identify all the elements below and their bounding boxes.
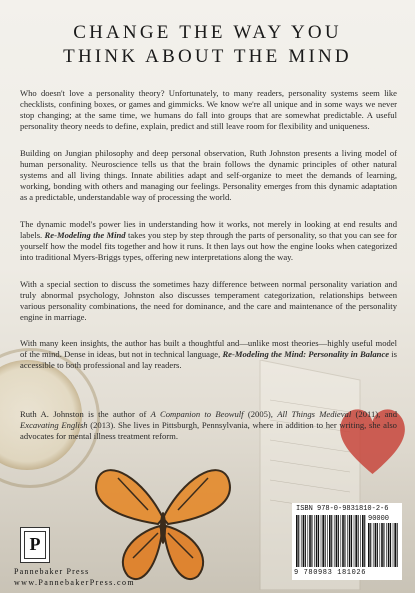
barcode-bars-icon xyxy=(296,515,366,567)
isbn-barcode xyxy=(292,503,402,580)
headline-line-1: CHANGE THE WAY YOU xyxy=(73,22,342,43)
paragraph-intro: Who doesn't love a personality theory? Unfortunately, to many readers, personality systems seem like checklists, confining boxes, or games and gimmicks. We know we're all unique and in some ways we never stop changing; at the same time, we humans do fall into groups that are somewhat predictable. A useful personality theory needs to define, explain, predict and still leave room for flexibility and uniqueness. xyxy=(20,88,397,131)
publisher-url: www.PannebakerPress.com xyxy=(14,578,135,587)
butterfly-image xyxy=(88,448,238,593)
paragraph-dynamic-model: The dynamic model's power lies in understanding how it works, not merely in looking at end results and labels. Re-Modeling the Mind takes you step by step through the parts of personality, so that you can see for yourself how the model fits together and how it runs. It then lays out how the engine looks when categorized into traditional Myers-Briggs types, offering new interpretations along the way. xyxy=(20,219,397,262)
paragraph-insights: With many keen insights, the author has built a thoughtful and—unlike most theories—highly useful model of the mind. Dense in ideas, but not in technical language, Re-Modeling the Mind: Personality in Balance is accessible to both professional and lay readers. xyxy=(20,338,398,370)
paragraph-special-section: With a special section to discuss the sometimes hazy difference between normal personality variation and truly abnormal psychology, Johnston also discusses temperament categorization, relationships between various personality combinations, the need for dominance, and the care and maintenance of the personality engine in marriage. xyxy=(20,279,397,322)
paragraph-model: Building on Jungian philosophy and deep personal observation, Ruth Johnston presents a living model of human personality. Neuroscience tells us that the brain follows the dynamic principles of other natural systems and all living things. Innate abilities adapt and self-organize to meet the demands of learning, working, bonding with others and managing our feelings. Personality emerges from this dynamic adaptation as a predictable, understandable way of processing the world. xyxy=(20,148,397,202)
book-title-emphasis: Re-Modeling the Mind xyxy=(44,230,126,240)
paragraph-author-bio: Ruth A. Johnston is the author of A Companion to Beowulf (2005), All Things Medieval (2011), and Excavating English (2013). She lives in Pittsburgh, Pennsylvania, where in addition to her writing, she also advocates for mental illness treatment reform. xyxy=(20,409,397,441)
headline-line-2: THINK ABOUT THE MIND xyxy=(63,46,352,67)
price-code: 90000 xyxy=(368,515,390,523)
barcode-digits: 9 780983 181026 xyxy=(294,569,367,577)
publisher-name: Pannebaker Press xyxy=(14,567,90,576)
isbn-text: ISBN 978-0-9831810-2-6 xyxy=(296,505,389,513)
publisher-logo: P xyxy=(20,527,50,563)
book-full-title-emphasis: Re-Modeling the Mind: Personality in Balance xyxy=(222,349,390,359)
barcode-addon-bars-icon xyxy=(368,523,398,567)
